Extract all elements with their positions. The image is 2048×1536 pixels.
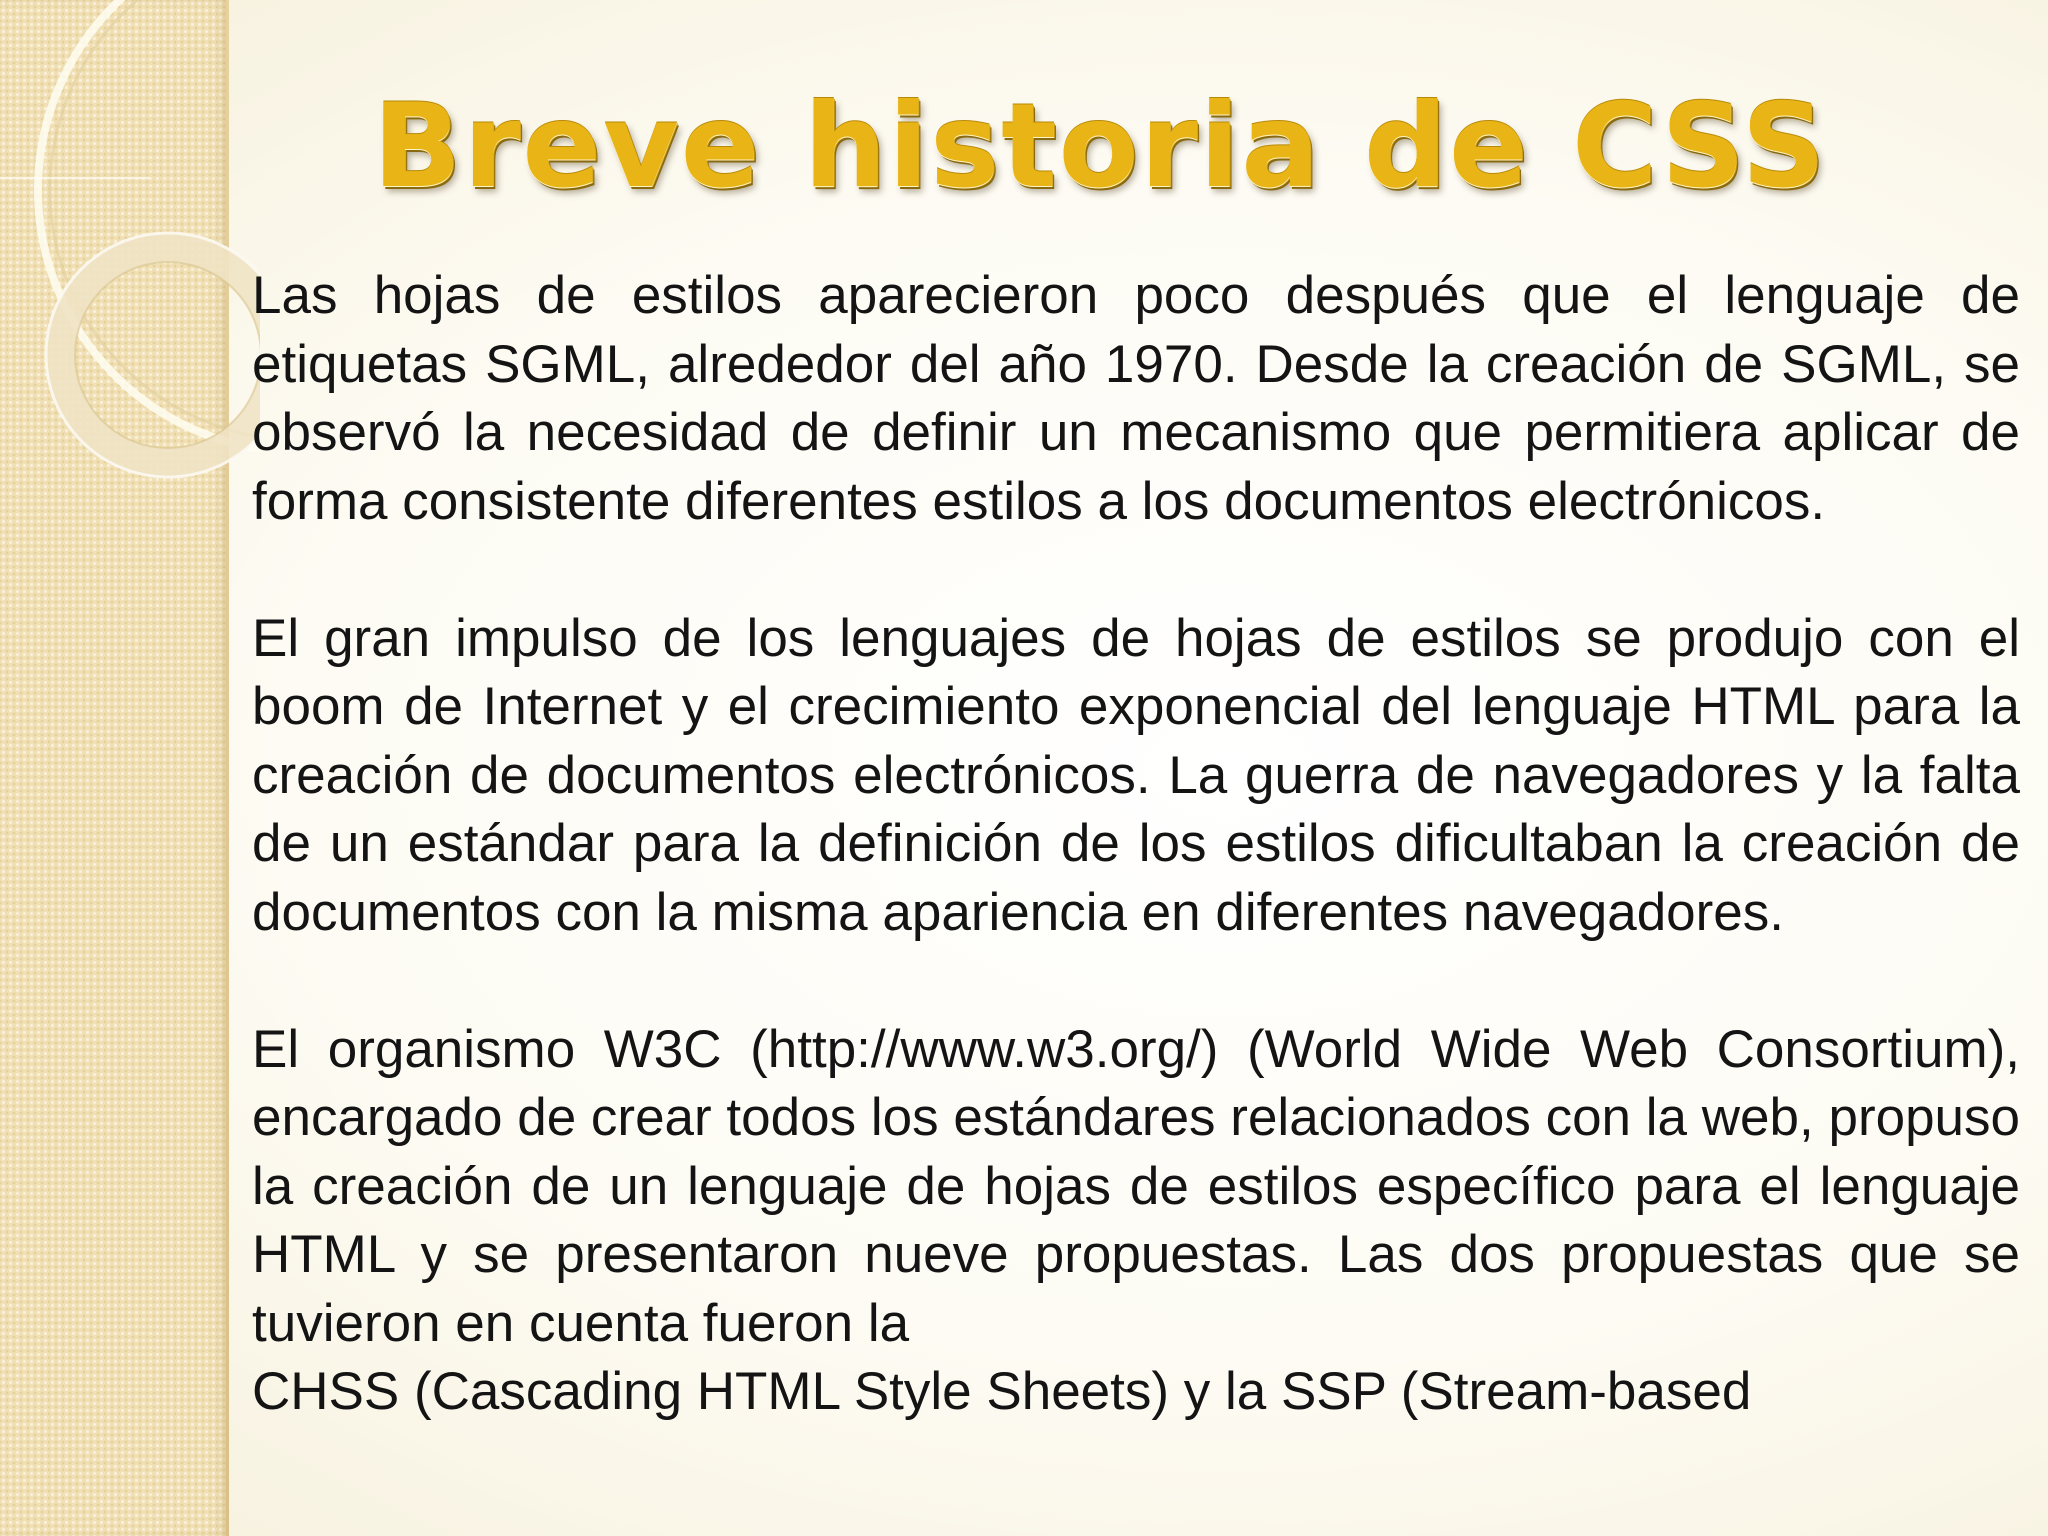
slide-body	[252, 262, 2020, 1427]
side-band-edge	[226, 0, 229, 1536]
decorative-side-band	[0, 0, 228, 1536]
paragraph-3-continuation: CHSS (Cascading HTML Style Sheets) y la SSP (Stream-based	[252, 1362, 1752, 1421]
slide-title: Breve historia de CSS	[372, 79, 1828, 214]
paragraph-2: El gran impulso de los lenguajes de hojas de estilos se produjo con el boom de Internet y el crecimiento exponencial del lenguaje HTML para la creación de documentos electrónicos. La guerra de navegadores y la falta de un estándar para la definición de los estilos dificultaban la creación de documentos con la misma apariencia en diferentes navegadores.	[252, 608, 2020, 942]
paragraph-1: Las hojas de estilos aparecieron poco después que el lenguaje de etiquetas SGML, alrededor del año 1970. Desde la creación de SGML, se observó la necesidad de definir un mecanismo que permitiera aplicar de forma consistente diferentes estilos a los documentos electrónicos.	[252, 266, 2020, 531]
paragraph-3-text: El organismo W3C (http://www.w3.org/) (World Wide Web Consortium), encargado de crear todos los estándares relacionados con la web, propuso la creación de un lenguaje de hojas de estilos específico para el lenguaje HTML y se presentaron nueve propuestas. Las dos propuestas que se tuvieron en cuenta fueron la	[252, 1019, 2020, 1353]
paragraph-3	[252, 1016, 2020, 1427]
